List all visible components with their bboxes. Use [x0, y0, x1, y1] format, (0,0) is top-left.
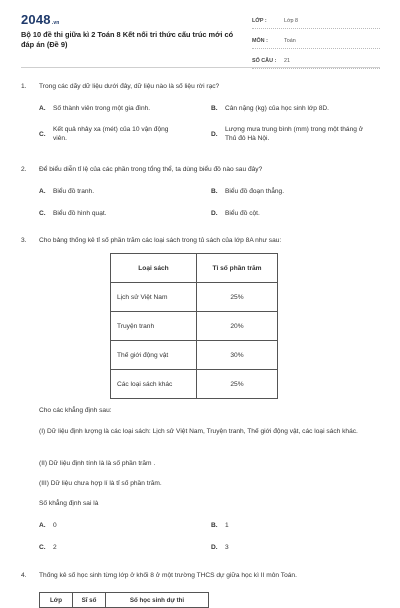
q1-option-c[interactable]: C. Kết quả nhảy xa (mét) của 10 vận động viên.	[39, 126, 169, 142]
meta-subject: MÔN : Toán	[252, 33, 380, 49]
table-header-cell: Số học sinh dự thi	[106, 593, 209, 608]
table-cell: 20%	[197, 312, 278, 341]
table-cell: 30%	[197, 341, 278, 370]
table-cell: Các loại sách khác	[111, 370, 197, 399]
table-header-cell: Sĩ số	[73, 593, 106, 608]
table-header-cell: Tỉ số phần trăm	[197, 254, 278, 283]
table-cell: Truyện tranh	[111, 312, 197, 341]
table-row	[111, 370, 278, 399]
document-meta	[252, 13, 380, 73]
q3-statement-1: (I) Dữ liệu định lượng là các loại sách: Lịch sử Việt Nam, Truyện tranh, Thế giới động vật, các loại sách khác.	[39, 428, 358, 435]
table-cell: 25%	[197, 283, 278, 312]
table-header-row	[111, 254, 278, 283]
document-page: 2048.vn Bộ 10 đề thi giữa kì 2 Toán 8 Kết nối tri thức cấu trúc mới có đáp án (Đề 9) LỚP : Lớp 8 MÔN : Toán SỐ CÂU : 21 1. Trong các dãy dữ liệu dưới đây, dữ liệu nào là số liệu rời rạc? A. Số thành viên trong một gia đình. B. Cân nặng (kg) của học sinh lớp 8D. C. Kết quả nhảy xa (mét) của 10 vận động viên. D. Lượng mưa trung bình (mm) trong một tháng ở Thủ đô Hà Nội. 2. Để biểu diễn tỉ lệ của các phần trong tổng thể, ta dùng biểu đồ nào sau đây? A. Biểu đồ tranh. B. Biểu đồ đoạn thẳng. C. Biểu đồ hình quạt. D. Biểu đồ cột. 3. Cho bảng thống kê tỉ số phần trăm các loại sách trong tủ sách của lớp 8A như sau: Loại sách Tỉ số phần trăm Lịch sử Việt Nam 25% Truyện tranh 20% Thế giới động vật 30% Các loại sách khác 25% Cho các khẳng định sau: (I) Dữ liệu định lượng là các loại sách: Lịch sử Việt Nam, Truyện tranh, Thế giới động vật, các loại sách khác. (II) Dữ liệu định tính là là số phần trăm . (III) Dữ liệu chưa hợp lí là tỉ số phần trăm. Số khẳng định sai là A. 0 B. 1 C. 2 D. 3 4. Thống kê số học sinh từng lớp ở khối 8 ở một trường THCS dự giữa học kì II môn Toán. Lớp Sĩ số Số học sinh dự thi	[0, 0, 400, 600]
meta-class: LỚP : Lớp 8	[252, 13, 380, 29]
q3-intro: Cho các khẳng định sau:	[39, 407, 112, 414]
table-cell: Thế giới động vật	[111, 341, 197, 370]
table-cell: 25%	[197, 370, 278, 399]
table-row	[111, 312, 278, 341]
site-logo[interactable]: 2048.vn	[21, 12, 60, 27]
q3-question: Số khẳng định sai là	[39, 500, 99, 507]
q3-statement-3: (III) Dữ liệu chưa hợp lí là tỉ số phần trăm.	[39, 480, 162, 487]
book-percentage-table	[110, 253, 278, 399]
document-title: Bộ 10 đề thi giữa kì 2 Toán 8 Kết nối tri thức cấu trúc mới có đáp án (Đề 9)	[21, 30, 234, 49]
table-header-row	[40, 593, 209, 608]
table-row	[111, 283, 278, 312]
q3-statement-2: (II) Dữ liệu định tính là là số phần trăm .	[39, 460, 156, 467]
table-header-cell: Lớp	[40, 593, 73, 608]
table-row	[111, 341, 278, 370]
table-header-cell: Loại sách	[111, 254, 197, 283]
class-stats-table	[39, 592, 209, 608]
q1-option-d[interactable]: D. Lượng mưa trung bình (mm) trong một tháng ở Thủ đô Hà Nội.	[211, 126, 364, 142]
table-cell: Lịch sử Việt Nam	[111, 283, 197, 312]
meta-question-count: SỐ CÂU : 21	[252, 53, 380, 69]
header-divider	[21, 67, 380, 68]
